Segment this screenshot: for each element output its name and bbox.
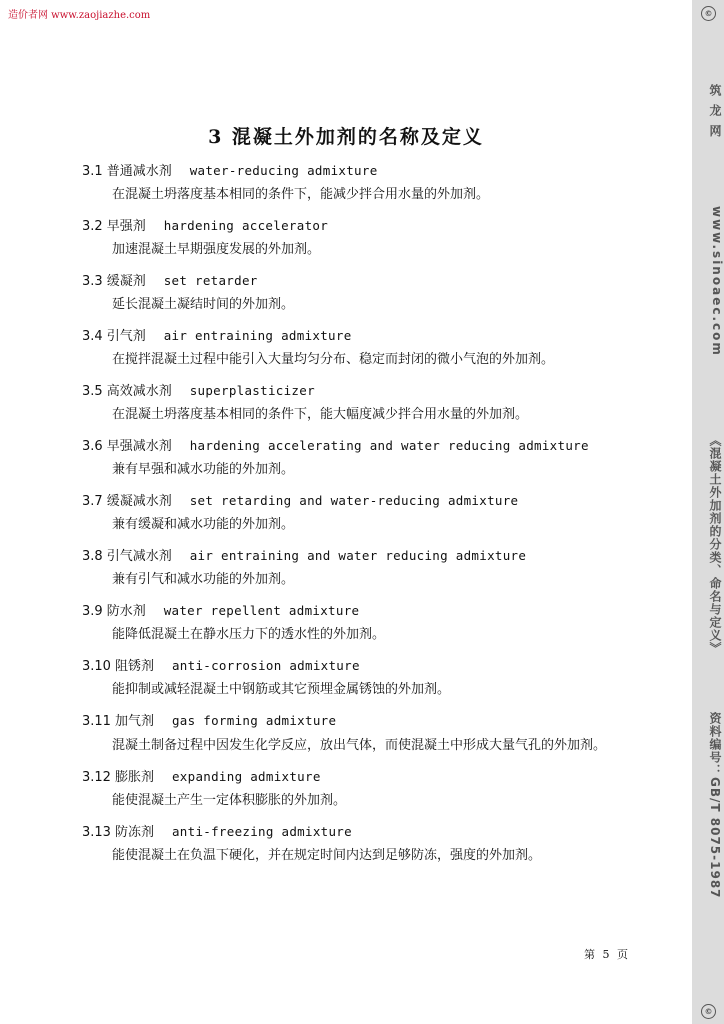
term-chinese: 缓凝剂 bbox=[106, 274, 146, 289]
definition-entry bbox=[82, 435, 642, 484]
term-line bbox=[82, 545, 642, 566]
term-chinese: 早强剂 bbox=[106, 219, 146, 234]
term-definition: 在混凝土坍落度基本相同的条件下，能大幅度减少拌合用水量的外加剂。 bbox=[112, 407, 529, 422]
definition-entry bbox=[82, 380, 642, 429]
sidebar-doc-title: 《混凝土外加剂的分类、命名与定义》 bbox=[708, 434, 722, 655]
term-definition: 能降低混凝土在静水压力下的透水性的外加剂。 bbox=[112, 627, 386, 642]
term-english: set retarder bbox=[163, 273, 258, 288]
term-english: anti-freezing admixture bbox=[171, 824, 352, 839]
term-line bbox=[82, 490, 642, 511]
definition-entry bbox=[82, 545, 642, 594]
term-chinese: 加气剂 bbox=[114, 714, 154, 729]
term-chinese: 缓凝减水剂 bbox=[106, 494, 172, 509]
page-number: 第 5 页 bbox=[584, 948, 628, 961]
term-line bbox=[82, 600, 642, 621]
definition-entry bbox=[82, 766, 642, 815]
term-definition: 延长混凝土凝结时间的外加剂。 bbox=[112, 297, 295, 312]
term-english: superplasticizer bbox=[189, 383, 315, 398]
term-number: 3.10 bbox=[82, 659, 111, 674]
term-line bbox=[82, 270, 642, 291]
term-number: 3.3 bbox=[82, 274, 103, 289]
sidebar-site-name: 筑 龙 网 bbox=[708, 84, 722, 139]
term-definition: 能使混凝土在负温下硬化，并在规定时间内达到足够防冻，强度的外加剂。 bbox=[112, 848, 542, 863]
term-english: hardening accelerating and water reducing admixture bbox=[189, 438, 589, 453]
term-number: 3.6 bbox=[82, 439, 103, 454]
definition-entry bbox=[82, 325, 642, 374]
term-definition: 加速混凝土早期强度发展的外加剂。 bbox=[112, 242, 321, 257]
term-chinese: 普通减水剂 bbox=[106, 164, 172, 179]
term-number: 3.4 bbox=[82, 329, 103, 344]
term-line bbox=[82, 380, 642, 401]
sidebar-doc-code: 资料编号：GB/T 8075-1987 bbox=[708, 712, 722, 899]
term-english: expanding admixture bbox=[171, 769, 321, 784]
term-line bbox=[82, 435, 642, 456]
term-chinese: 膨胀剂 bbox=[114, 770, 154, 785]
term-english: anti-corrosion admixture bbox=[171, 658, 360, 673]
term-english: set retarding and water-reducing admixture bbox=[189, 493, 519, 508]
term-definition: 混凝土制备过程中因发生化学反应，放出气体，而使混凝土中形成大量气孔的外加剂。 bbox=[112, 738, 607, 753]
term-number: 3.12 bbox=[82, 770, 111, 785]
term-definition: 在搅拌混凝土过程中能引入大量均匀分布、稳定而封闭的微小气泡的外加剂。 bbox=[112, 352, 555, 367]
definition-list bbox=[82, 160, 642, 876]
term-line bbox=[82, 655, 642, 676]
term-definition: 能抑制或减轻混凝土中钢筋或其它预埋金属锈蚀的外加剂。 bbox=[112, 682, 451, 697]
definition-entry bbox=[82, 821, 642, 870]
term-chinese: 防水剂 bbox=[106, 604, 146, 619]
copyright-icon: © bbox=[701, 1004, 716, 1019]
term-english: gas forming admixture bbox=[171, 713, 337, 728]
term-definition: 兼有引气和减水功能的外加剂。 bbox=[112, 572, 295, 587]
term-line bbox=[82, 766, 642, 787]
term-chinese: 防冻剂 bbox=[114, 825, 154, 840]
copyright-icon: © bbox=[701, 6, 716, 21]
term-number: 3.13 bbox=[82, 825, 111, 840]
sidebar-site-url[interactable]: www.sinoaec.com bbox=[710, 206, 724, 357]
term-chinese: 引气减水剂 bbox=[106, 549, 172, 564]
definition-entry bbox=[82, 490, 642, 539]
definition-entry bbox=[82, 160, 642, 209]
watermark-sidebar bbox=[692, 0, 724, 1024]
term-chinese: 高效减水剂 bbox=[106, 384, 172, 399]
term-line bbox=[82, 160, 642, 181]
term-line bbox=[82, 325, 642, 346]
term-number: 3.9 bbox=[82, 604, 103, 619]
term-line bbox=[82, 710, 642, 731]
term-line bbox=[82, 821, 642, 842]
term-definition: 兼有缓凝和减水功能的外加剂。 bbox=[112, 517, 295, 532]
term-english: air entraining admixture bbox=[163, 328, 352, 343]
term-chinese: 早强减水剂 bbox=[106, 439, 172, 454]
definition-entry bbox=[82, 710, 642, 760]
term-number: 3.1 bbox=[82, 164, 103, 179]
term-line bbox=[82, 215, 642, 236]
term-chinese: 阻锈剂 bbox=[114, 659, 154, 674]
section-title: 3 混凝土外加剂的名称及定义 bbox=[208, 126, 484, 148]
definition-entry bbox=[82, 270, 642, 319]
term-number: 3.7 bbox=[82, 494, 103, 509]
definition-entry bbox=[82, 215, 642, 264]
term-english: water repellent admixture bbox=[163, 603, 360, 618]
term-number: 3.11 bbox=[82, 714, 111, 729]
definition-entry bbox=[82, 655, 642, 704]
term-english: water-reducing admixture bbox=[189, 163, 378, 178]
term-english: hardening accelerator bbox=[163, 218, 329, 233]
term-english: air entraining and water reducing admixture bbox=[189, 548, 527, 563]
term-definition: 能使混凝土产生一定体积膨胀的外加剂。 bbox=[112, 793, 347, 808]
term-number: 3.5 bbox=[82, 384, 103, 399]
definition-entry bbox=[82, 600, 642, 649]
term-definition: 兼有早强和减水功能的外加剂。 bbox=[112, 462, 295, 477]
term-number: 3.8 bbox=[82, 549, 103, 564]
term-definition: 在混凝土坍落度基本相同的条件下，能减少拌合用水量的外加剂。 bbox=[112, 187, 490, 202]
site-watermark[interactable]: 造价者网 www.zaojiazhe.com bbox=[8, 10, 151, 21]
term-number: 3.2 bbox=[82, 219, 103, 234]
term-chinese: 引气剂 bbox=[106, 329, 146, 344]
